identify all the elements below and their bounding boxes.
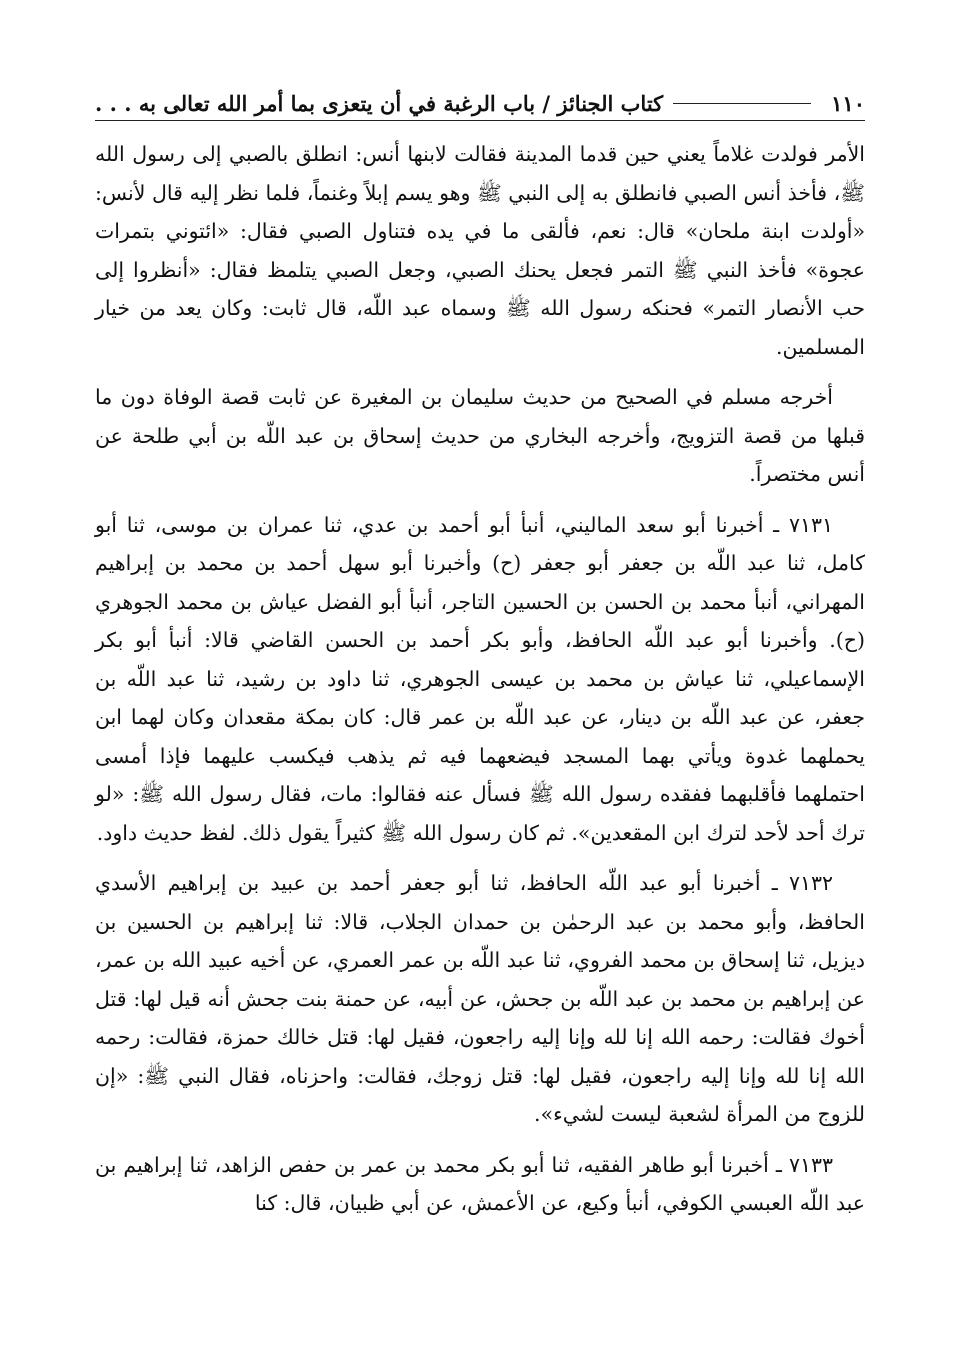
hadith-7131: ٧١٣١ ـ أخبرنا أبو سعد الماليني، أنبأ أبو أحمد بن عدي، ثنا عمران بن موسى، ثنا أبو كامل، ثنا عبد اللّه بن جعفر أبو جعفر (ح) وأخبرنا أبو سهل أحمد بن محمد بن إبراهيم المهراني، أنبأ محمد بن الحسن بن الحسين التاجر، أنبأ أبو الفضل عياش بن محمد الجوهري (ح). وأخبرنا أبو عبد اللّه الحافظ، وأبو بكر أحمد بن الحسن القاضي قالا: أنبأ أبو بكر الإسماعيلي، ثنا عياش بن محمد بن عيسى الجوهري، ثنا داود بن رشيد، ثنا عبد اللّه بن جعفر، عن عبد اللّه بن دينار، عن عبد اللّه بن عمر قال: كان بمكة مقعدان وكان لهما ابن يحملهما غدوة ويأتي بهما المسجد فيضعهما فيه ثم يذهب فيكسب عليهما فإذا أمسى احتملهما فأقلبهما ففقده رسول الله ﷺ فسأل عنه فقالوا: مات، فقال رسول الله ﷺ: «لو ترك أحد لأحد لترك ابن المقعدين». ثم كان رسول الله ﷺ كثيراً يقول ذلك. لفظ حديث داود. (95, 512, 865, 845)
paragraph-continuation: الأمر فولدت غلاماً يعني حين قدما المدينة فقالت لابنها أنس: انطلق بالصبي إلى رسول الله ﷺ، فأخذ أنس الصبي فانطلق به إلى النبي ﷺ وهو يسم إبلاً وغنماً، فلما نظر إليه قال لأنس: «أولدت ابنة ملحان» قال: نعم، فألقى ما في يده فتناول الصبي فقال: «ائتوني بتمرات عجوة» فأخذ النبي ﷺ التمر فجعل يحنك الصبي، وجعل الصبي يتلمظ فقال: «أنظروا إلى حب الأنصار التمر» فحنكه رسول الله ﷺ وسماه عبد اللّه، قال ثابت: وكان يعد من خيار المسلمين. (95, 142, 865, 359)
page-number: ١١٠ (831, 90, 865, 116)
running-header (95, 86, 865, 121)
hadith-7133: ٧١٣٣ ـ أخبرنا أبو طاهر الفقيه، ثنا أبو بكر محمد بن عمر بن حفص الزاهد، ثنا إبراهيم بن عبد اللّه العبسي الكوفي، أنبأ وكيع، عن الأعمش، عن أبي ظبيان، قال: كنا (95, 1152, 865, 1215)
paragraph-takhrij: أخرجه مسلم في الصحيح من حديث سليمان بن المغيرة عن ثابت قصة الوفاة دون ما قبلها من قصة التزويج، وأخرجه البخاري من حديث إسحاق بن عبد اللّه بن أبي طلحة عن أنس مختصراً. (95, 385, 865, 486)
page (95, 86, 865, 1235)
header-rule (673, 103, 811, 104)
hadith-7132: ٧١٣٢ ـ أخبرنا أبو عبد اللّه الحافظ، ثنا أبو جعفر أحمد بن عبيد بن إبراهيم الأسدي الحافظ، وأبو محمد بن عبد الرحمٰن بن حمدان الجلاب، قالا: ثنا إبراهيم بن الحسين بن ديزيل، ثنا إسحاق بن محمد الفروي، ثنا عبد اللّه بن عمر العمري، عن أخيه عبيد الله بن عمر، عن إبراهيم بن محمد بن عبد اللّه بن جحش، عن أبيه، عن حمنة بنت جحش أنه قيل لها: قتل أخوك فقالت: رحمه الله إنا لله وإنا إليه راجعون، فقيل لها: قتل خالك حمزة، فقالت: رحمه الله إنا لله وإنا إليه راجعون، فقيل لها: قتل زوجك، فقالت: واحزناه، فقال النبي ﷺ: «إن للزوج من المرأة لشعبة ليست لشيء». (95, 871, 866, 1126)
running-title: كتاب الجنائز / باب الرغبة في أن يتعزى بما أمر الله تعالى به . . . (95, 90, 664, 116)
